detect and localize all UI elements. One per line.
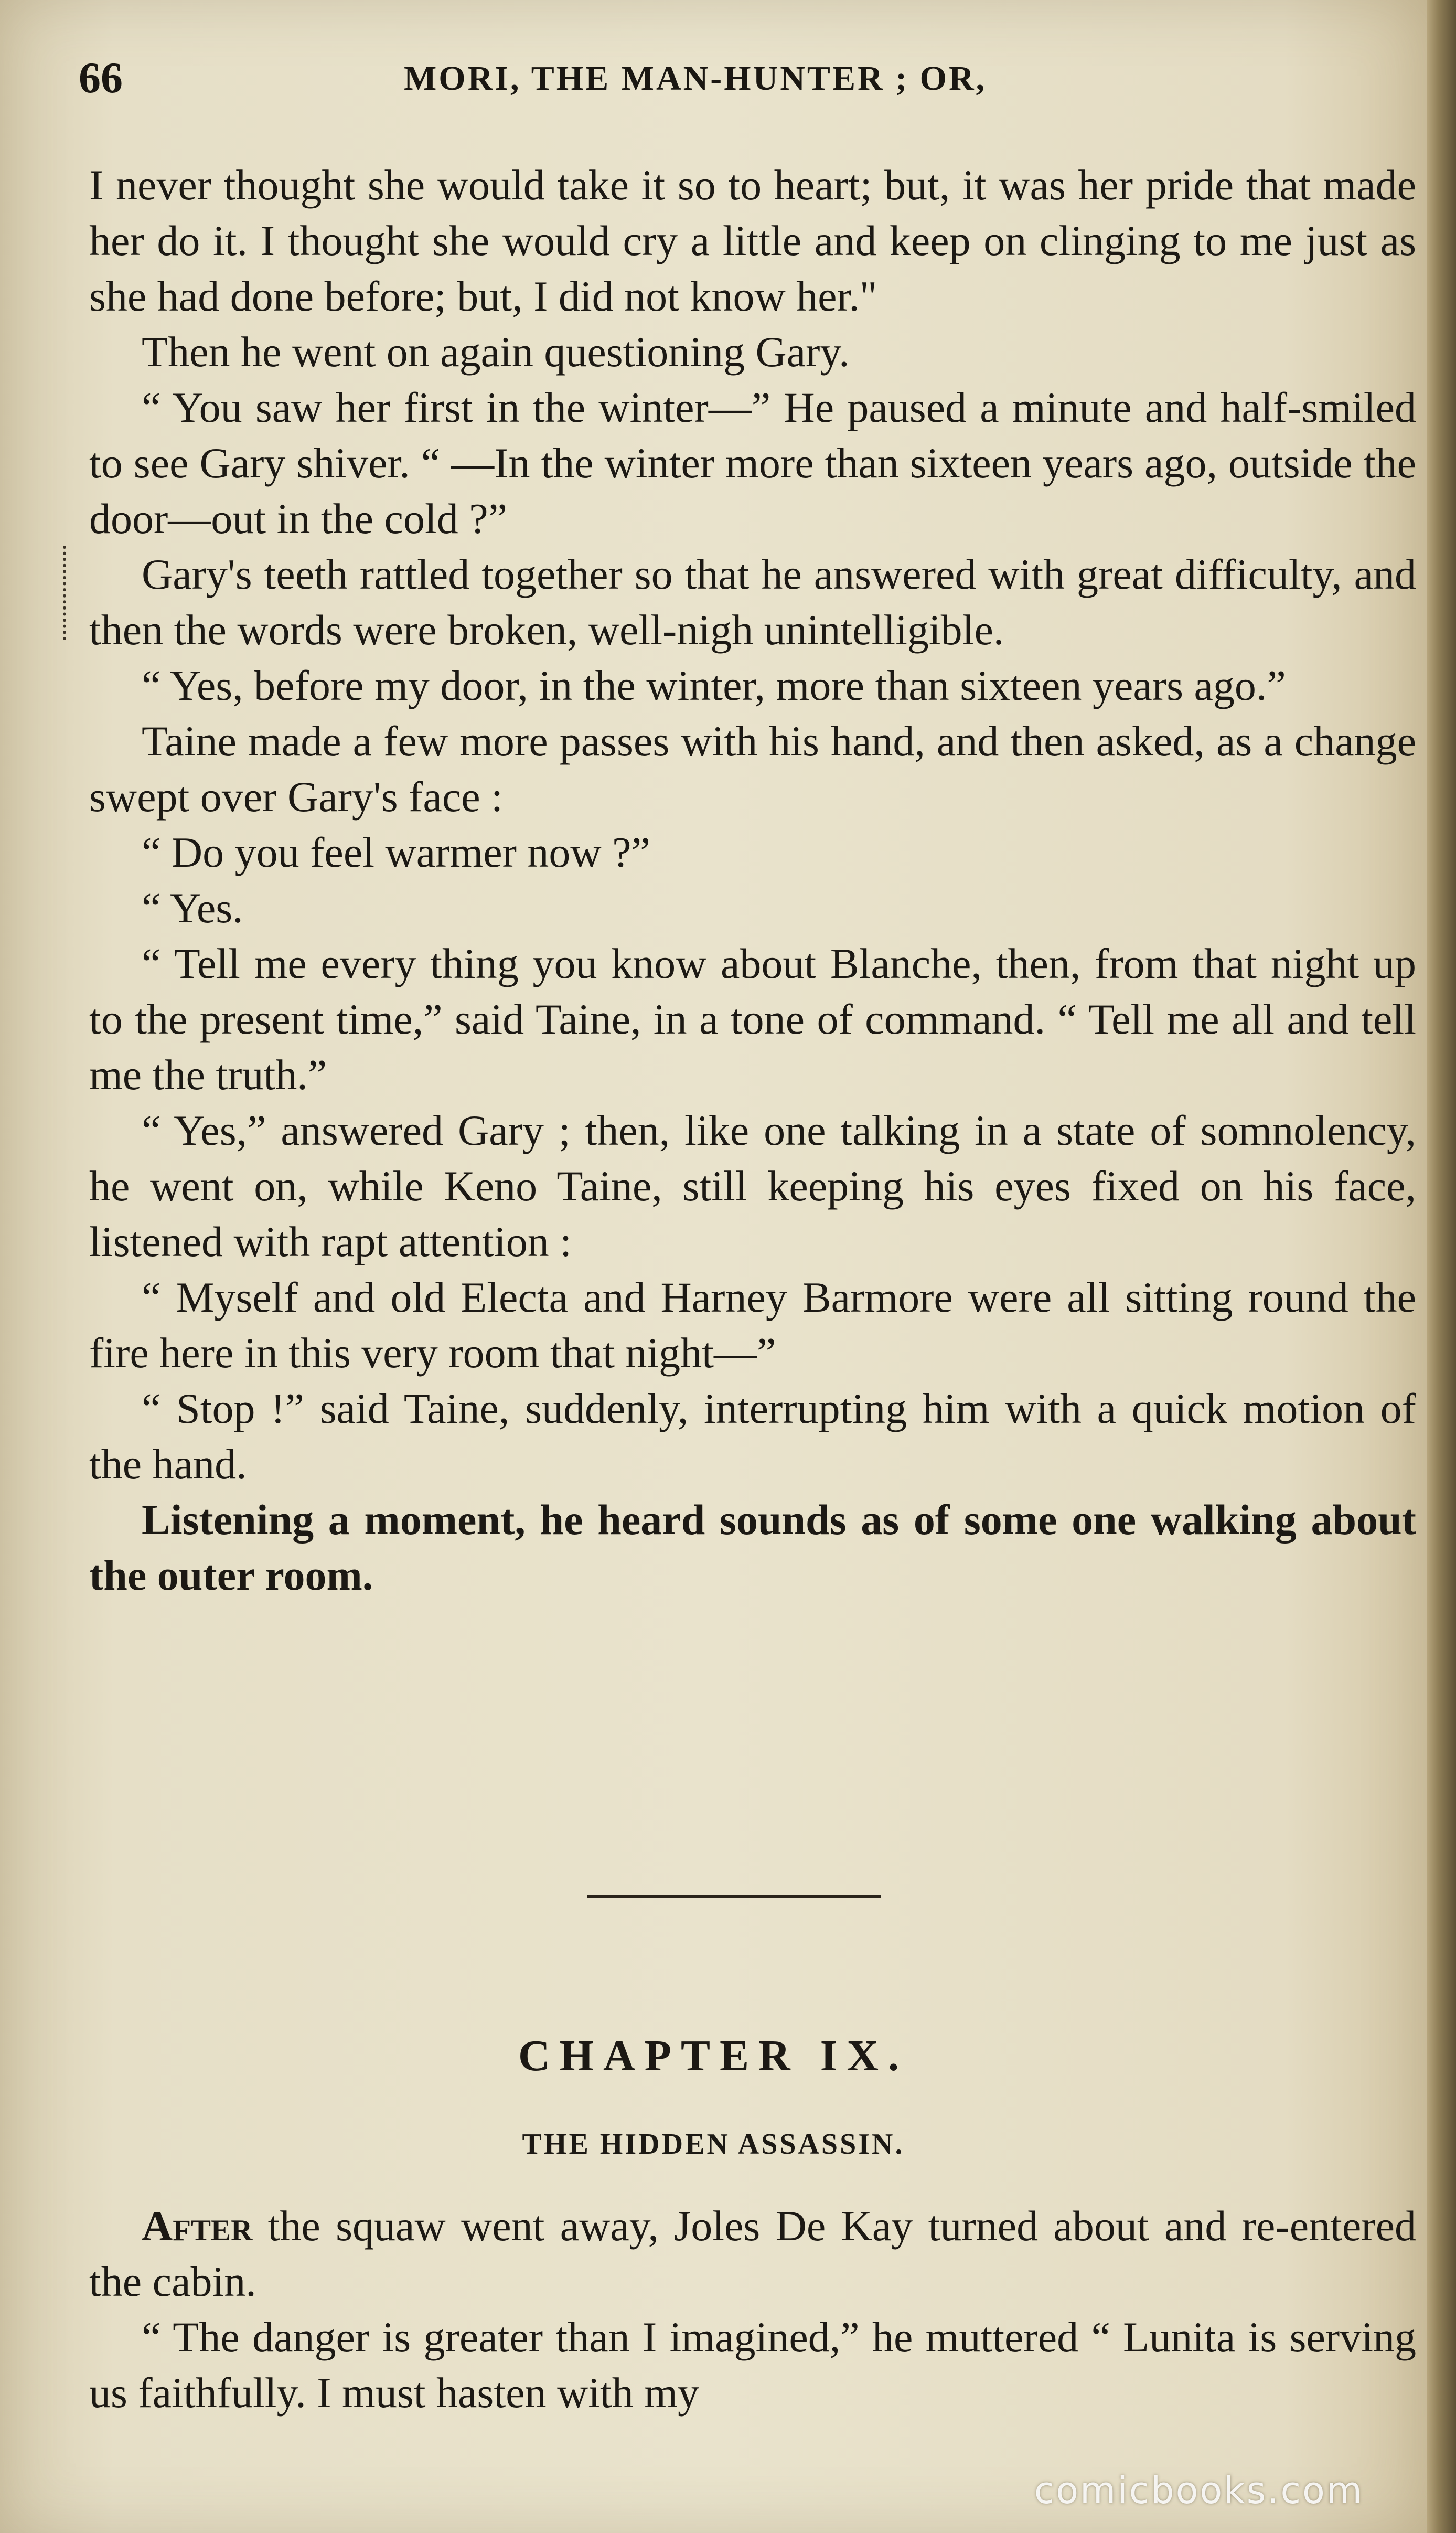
chapter-paragraph-rest: the squaw went away, Joles De Kay turned about and re-entered the cabin. — [89, 2202, 1416, 2305]
chapter-heading: CHAPTER IX. — [518, 2031, 909, 2080]
chapter-subtitle: THE HIDDEN ASSASSIN. — [522, 2128, 905, 2160]
paragraph: “ Yes,” answered Gary ; then, like one talking in a state of somnolency, he went on, while Keno Taine, still keeping his eyes fixed on his face, listened with rapt attention : — [89, 1106, 1416, 1265]
paragraph: “ Yes. — [142, 884, 243, 932]
paragraph: Then he went on again questioning Gary. — [142, 328, 850, 376]
chapter-paragraph: “ The danger is greater than I imagined,” he muttered “ Lunita is serving us faithfully. I must hasten with my — [89, 2313, 1416, 2417]
body-text — [89, 157, 1416, 1603]
chapter-first-word: After — [142, 2202, 253, 2250]
paragraph: Gary's teeth rattled together so that he answered with great difficulty, and then the words were broken, well-nigh unintelligible. — [89, 550, 1416, 654]
margin-pencil-mark — [63, 546, 71, 640]
paragraph: Listening a moment, he heard sounds as of some one walking about the outer room. — [89, 1496, 1416, 1599]
paragraph: “ Myself and old Electa and Harney Barmore were all sitting round the fire here in this very room that night—” — [89, 1273, 1416, 1377]
running-head — [79, 52, 1411, 110]
running-title: MORI, THE MAN-HUNTER ; OR, — [404, 59, 987, 98]
chapter-paragraph — [89, 2198, 1416, 2310]
paragraph: “ Yes, before my door, in the winter, more than sixteen years ago.” — [142, 662, 1286, 709]
page-edge — [1427, 0, 1456, 2533]
paragraph: Taine made a few more passes with his hand, and then asked, as a change swept over Gary's face : — [89, 717, 1416, 821]
paragraph: “ You saw her first in the winter—” He paused a minute and half-smiled to see Gary shiver. “ —In the winter more than sixteen years ago, outside the door—out in the cold ?” — [89, 384, 1416, 542]
watermark: comicbooks.com — [1034, 2469, 1364, 2512]
paragraph: I never thought she would take it so to heart; but, it was her pride that made her do it. I thought she would cry a little and keep on clinging to me just as she had done before; but, I did not know her." — [89, 161, 1416, 320]
chapter-text — [89, 2198, 1416, 2421]
section-divider — [587, 1895, 881, 1898]
paragraph: “ Do you feel warmer now ?” — [142, 828, 650, 876]
page-number: 66 — [79, 54, 123, 102]
paragraph: “ Stop !” said Taine, suddenly, interrupting him with a quick motion of the hand. — [89, 1385, 1416, 1488]
paragraph: “ Tell me every thing you know about Blanche, then, from that night up to the present time,” said Taine, in a tone of command. “ Tell me all and tell me the truth.” — [89, 940, 1416, 1099]
